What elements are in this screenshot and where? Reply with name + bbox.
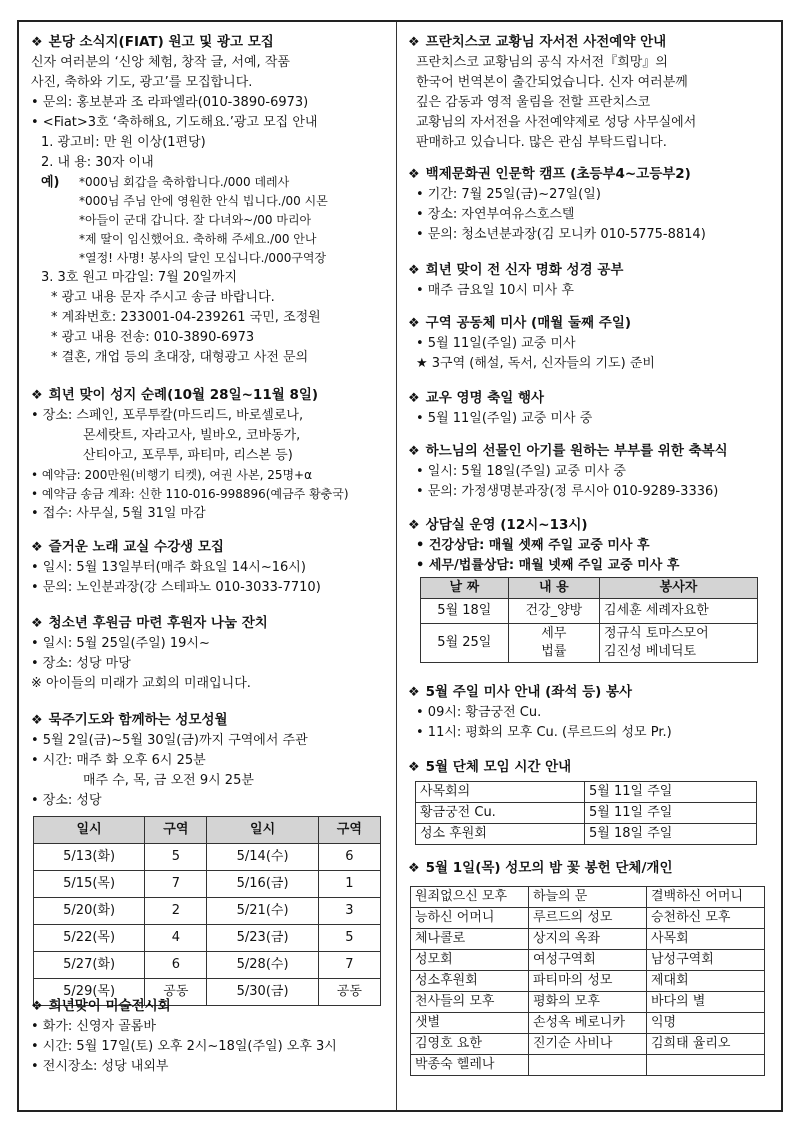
rosary-place: • 장소: 성당: [31, 793, 102, 808]
rosary-time: • 시간: 매주 화 오후 6시 25분: [31, 753, 206, 768]
district-title: ❖ 구역 공동체 미사 (매월 둘째 주일): [408, 315, 632, 331]
seat-line: • 11시: 평화의 모후 Cu. (루르드의 성모 Pr.): [416, 725, 672, 740]
pope-body: 교황님의 자서전을 사전예약제로 성당 사무실에서: [416, 115, 697, 130]
table-cell: 공동: [318, 979, 380, 1006]
fiat-note: * 광고 내용 전송: 010-3890-6973: [51, 330, 255, 345]
fiat-note: * 광고 내용 문자 주시고 송금 바랍니다.: [51, 290, 275, 305]
table-cell: 4: [145, 925, 207, 952]
diamond-bullet-icon: ❖: [31, 35, 43, 50]
table-cell: 5/14(수): [207, 844, 318, 871]
table-cell: 바다의 별: [647, 992, 765, 1013]
diamond-bullet-icon: ❖: [408, 861, 420, 876]
blessing-title: ❖ 하느님의 선물인 아기를 원하는 부부를 위한 축복식: [408, 443, 728, 459]
table-cell: 사목회의: [416, 782, 585, 803]
counsel-tax: • 세무/법률상담: 매월 넷째 주일 교중 미사 후: [416, 558, 680, 573]
table-row: [421, 599, 758, 624]
table-cell: 샛별: [411, 1013, 529, 1034]
table-header: 구역: [318, 817, 380, 844]
pilgrimage-place: 산티아고, 포루투, 파티마, 리스본 등): [83, 448, 293, 463]
table-cell: 5월 25일: [421, 624, 509, 663]
table-cell: 5/13(화): [34, 844, 145, 871]
table-row: [411, 1013, 765, 1034]
pope-title: ❖ 프란치스코 교황님 자서전 사전예약 안내: [408, 34, 667, 50]
table-cell: 5/15(목): [34, 871, 145, 898]
table-cell: 6: [318, 844, 380, 871]
camp-contact: • 문의: 청소년분과장(김 모니카 010-5775-8814): [416, 227, 706, 242]
fiat-section: [31, 32, 395, 368]
youth-title: ❖ 청소년 후원금 마련 후원자 나눔 잔치: [31, 615, 268, 631]
diamond-bullet-icon: ❖: [408, 444, 420, 459]
table-cell: 익명: [647, 1013, 765, 1034]
pilgrimage-section: [31, 385, 395, 524]
pilgrimage-title: ❖ 희년 맞이 성지 순례(10월 28일~11월 8일): [31, 387, 319, 403]
table-cell: 여성구역회: [529, 950, 647, 971]
diamond-bullet-icon: ❖: [31, 999, 43, 1014]
table-cell: 김희태 율리오: [647, 1034, 765, 1055]
singing-date: • 일시: 5월 13일부터(매주 화요일 14시~16시): [31, 560, 306, 575]
table-cell: 박종숙 헬레나: [411, 1055, 529, 1076]
pilgrimage-place: • 장소: 스페인, 포루투칼(마드리드, 바로셀로나,: [31, 408, 304, 423]
diamond-bullet-icon: ❖: [408, 167, 420, 182]
fiat-contact: • 문의: 홍보분과 조 라파엘라(010-3890-6973): [31, 95, 309, 110]
diamond-bullet-icon: ❖: [408, 518, 420, 533]
table-cell: 5월 18일: [421, 599, 509, 624]
table-row: [34, 925, 381, 952]
table-row: [416, 782, 757, 803]
table-row: [411, 950, 765, 971]
blessing-contact: • 문의: 가정생명분과장(정 루시아 010-9289-3336): [416, 484, 719, 499]
singing-title: ❖ 즐거운 노래 교실 수강생 모집: [31, 539, 224, 555]
table-cell: 김영호 요한: [411, 1034, 529, 1055]
pope-body: 판매하고 있습니다. 많은 관심 부탁드립니다.: [416, 135, 667, 150]
seat-section: [408, 682, 781, 743]
diamond-bullet-icon: ❖: [408, 685, 420, 700]
column-divider: [396, 22, 397, 1110]
table-cell: 하늘의 문: [529, 887, 647, 908]
table-cell: 6: [145, 952, 207, 979]
fiat-content: 2. 내 용: 30자 이내: [41, 155, 154, 170]
table-cell: [508, 624, 599, 663]
table-cell: 성소 후원회: [416, 824, 585, 845]
bible-section: [408, 260, 781, 301]
table-row: [411, 971, 765, 992]
table-header: 봉사자: [600, 578, 758, 599]
blessing-section: [408, 441, 781, 502]
table-row: [411, 1034, 765, 1055]
fiat-body: 사진, 축하와 기도, 광고’를 모집합니다.: [31, 75, 253, 90]
feast-title: ❖ 교우 영명 축일 행사: [408, 390, 545, 406]
camp-period: • 기간: 7월 25일(금)~27일(일): [416, 187, 601, 202]
table-cell: 루르드의 성모: [529, 908, 647, 929]
table-cell: 5/23(금): [207, 925, 318, 952]
table-cell: 5/27(화): [34, 952, 145, 979]
seat-line: • 09시: 황금궁전 Cu.: [416, 705, 542, 720]
table-cell: 원죄없으신 모후: [411, 887, 529, 908]
table-row: [34, 871, 381, 898]
table-cell: 황금궁전 Cu.: [416, 803, 585, 824]
table-cell: 성소후원회: [411, 971, 529, 992]
table-cell: 5/30(금): [207, 979, 318, 1006]
table-row: [421, 624, 758, 663]
counsel-volunteer: 정규식 토마스모어: [604, 626, 709, 641]
table-row: [34, 952, 381, 979]
table-cell: 남성구역회: [647, 950, 765, 971]
example-line: *000님 회갑을 축하합니다./000 데레사: [79, 175, 290, 189]
flowers-table: [410, 886, 765, 1076]
table-row: [411, 908, 765, 929]
diamond-bullet-icon: ❖: [31, 540, 43, 555]
rosary-period: • 5월 2일(금)~5월 30일(금)까지 구역에서 주관: [31, 733, 308, 748]
bulletin-page: [17, 20, 783, 1112]
singing-section: [31, 537, 395, 598]
camp-section: [408, 164, 781, 245]
diamond-bullet-icon: ❖: [31, 713, 43, 728]
youth-section: [31, 613, 395, 694]
groups-table: [415, 781, 757, 845]
example-line: *아들이 군대 갑니다. 잘 다녀와~/00 마리아: [79, 213, 312, 227]
blessing-date: • 일시: 5월 18일(주일) 교중 미사 중: [416, 464, 626, 479]
rosary-schedule-table: [33, 816, 381, 1006]
example-line: *열정! 사명! 봉사의 달인 모십니다./000구역장: [79, 251, 327, 265]
counsel-title: ❖ 상담실 운영 (12시~13시): [408, 517, 588, 533]
counsel-content: 세무: [541, 626, 567, 641]
feast-line: • 5월 11일(주일) 교중 미사 중: [416, 411, 593, 426]
pilgrimage-account: • 예약금 송금 계좌: 신한 110-016-998896(예금주 황충국): [31, 487, 349, 501]
bible-line: • 매주 금요일 10시 미사 후: [416, 283, 574, 298]
table-header-row: [421, 578, 758, 599]
art-section: [31, 996, 395, 1077]
pilgrimage-place: 몬세랏트, 자라고사, 빌바오, 코바동가,: [83, 428, 301, 443]
counsel-content: 법률: [541, 644, 567, 659]
flowers-section: [408, 858, 781, 879]
table-cell: [529, 1055, 647, 1076]
table-row: [411, 992, 765, 1013]
singing-contact: • 문의: 노인분과장(강 스테파노 010-3033-7710): [31, 580, 321, 595]
table-row: [411, 929, 765, 950]
fiat-deadline: 3. 3호 원고 마감일: 7월 20일까지: [41, 270, 238, 285]
table-cell: 능하신 어머니: [411, 908, 529, 929]
diamond-bullet-icon: ❖: [408, 35, 420, 50]
diamond-bullet-icon: ❖: [408, 760, 420, 775]
art-time: • 시간: 5월 17일(토) 오후 2시~18일(주일) 오후 3시: [31, 1039, 337, 1054]
feast-section: [408, 388, 781, 429]
table-cell: 손성옥 베로니카: [529, 1013, 647, 1034]
table-header: 구역: [145, 817, 207, 844]
district-line: • 5월 11일(주일) 교중 미사: [416, 336, 576, 351]
example-label: 예): [41, 175, 60, 190]
rosary-section: [31, 710, 395, 811]
table-cell: 천사들의 모후: [411, 992, 529, 1013]
youth-place: • 장소: 성당 마당: [31, 656, 131, 671]
table-cell: 사목회: [647, 929, 765, 950]
table-cell: 진기순 사비나: [529, 1034, 647, 1055]
rosary-time: 매주 수, 목, 금 오전 9시 25분: [83, 773, 254, 788]
table-cell: 공동: [145, 979, 207, 1006]
table-cell: 5/29(목): [34, 979, 145, 1006]
diamond-bullet-icon: ❖: [408, 391, 420, 406]
table-row: [416, 824, 757, 845]
table-row: [34, 898, 381, 925]
pope-section: [408, 32, 781, 153]
table-header: 날 짜: [421, 578, 509, 599]
art-place: • 전시장소: 성당 내외부: [31, 1059, 169, 1074]
table-cell: 5/20(화): [34, 898, 145, 925]
fiat-title: ❖ 본당 소식지(FIAT) 원고 및 광고 모집: [31, 34, 274, 50]
counsel-volunteer: 김진성 베네딕토: [604, 644, 697, 659]
table-row: [34, 844, 381, 871]
district-section: [408, 313, 781, 374]
fiat-body: 신자 여러분의 ‘신앙 체험, 창작 글, 서예, 작품: [31, 55, 290, 70]
example-line: *제 딸이 임신했어요. 축하해 주세요./00 안나: [79, 232, 317, 246]
table-cell: 3: [318, 898, 380, 925]
table-cell: 상지의 옥좌: [529, 929, 647, 950]
fiat-ad-heading: • <Fiat>3호 ‘축하해요, 기도해요.’광고 모집 안내: [31, 115, 318, 130]
camp-place: • 장소: 자연부여유스호스텔: [416, 207, 575, 222]
example-line: *000님 주님 안에 영원한 안식 빕니다./00 시몬: [79, 194, 328, 208]
diamond-bullet-icon: ❖: [31, 388, 43, 403]
district-line: ★ 3구역 (해설, 독서, 신자들의 기도) 준비: [416, 356, 655, 371]
pilgrimage-deposit: • 예약금: 200만원(비행기 티켓), 여권 사본, 25명+α: [31, 468, 313, 482]
diamond-bullet-icon: ❖: [408, 316, 420, 331]
table-cell: 승천하신 모후: [647, 908, 765, 929]
flowers-title: ❖ 5월 1일(목) 성모의 밤 꽃 봉헌 단체/개인: [408, 860, 673, 876]
table-cell: 7: [145, 871, 207, 898]
camp-title: ❖ 백제문화권 인문학 캠프 (초등부4~고등부2): [408, 166, 691, 182]
pilgrimage-apply: • 접수: 사무실, 5월 31일 마감: [31, 506, 206, 521]
table-cell: 5월 11일 주일: [585, 782, 757, 803]
diamond-bullet-icon: ❖: [31, 616, 43, 631]
table-row: [416, 803, 757, 824]
table-cell: 체나콜로: [411, 929, 529, 950]
table-header: 일시: [34, 817, 145, 844]
table-row: [411, 887, 765, 908]
table-cell: 5/16(금): [207, 871, 318, 898]
table-cell: 5: [145, 844, 207, 871]
seat-title: ❖ 5월 주일 미사 안내 (좌석 등) 봉사: [408, 684, 633, 700]
youth-note: ※ 아이들의 미래가 교회의 미래입니다.: [31, 676, 251, 691]
table-cell: 7: [318, 952, 380, 979]
pope-body: 깊은 감동과 영적 울림을 전할 프란치스코: [416, 95, 651, 110]
table-cell: 5: [318, 925, 380, 952]
counsel-section: [408, 515, 781, 576]
table-cell: 결백하신 어머니: [647, 887, 765, 908]
groups-section: [408, 757, 781, 778]
table-cell: 5/21(수): [207, 898, 318, 925]
table-cell: 김세훈 세례자요한: [600, 599, 758, 624]
table-cell: 5월 18일 주일: [585, 824, 757, 845]
fiat-note: * 계좌번호: 233001-04-239261 국민, 조정원: [51, 310, 321, 325]
counsel-table: [420, 577, 758, 663]
table-cell: [600, 624, 758, 663]
table-cell: 파티마의 성모: [529, 971, 647, 992]
pope-body: 한국어 번역본이 출간되었습니다. 신자 여러분께: [416, 75, 688, 90]
table-cell: 1: [318, 871, 380, 898]
fiat-fee: 1. 광고비: 만 원 이상(1편당): [41, 135, 206, 150]
table-header: 내 용: [508, 578, 599, 599]
groups-title: ❖ 5월 단체 모임 시간 안내: [408, 759, 572, 775]
table-cell: 5/28(수): [207, 952, 318, 979]
table-header: 일시: [207, 817, 318, 844]
counsel-health: • 건강상담: 매월 셋째 주일 교중 미사 후: [416, 538, 650, 553]
pope-body: 프란치스코 교황님의 공식 자서전『희망』의: [416, 55, 668, 70]
table-cell: 제대회: [647, 971, 765, 992]
art-title: ❖ 희년맞이 미술전시회: [31, 998, 171, 1014]
table-row: [411, 1055, 765, 1076]
table-cell: 성모회: [411, 950, 529, 971]
youth-date: • 일시: 5월 25일(주일) 19시~: [31, 636, 210, 651]
fiat-note: * 결혼, 개업 등의 초대장, 대형광고 사전 문의: [51, 350, 309, 365]
bible-title: ❖ 희년 맞이 전 신자 명화 성경 공부: [408, 262, 624, 278]
table-cell: 5월 11일 주일: [585, 803, 757, 824]
table-header-row: [34, 817, 381, 844]
rosary-title: ❖ 묵주기도와 함께하는 성모성월: [31, 712, 228, 728]
table-cell: 2: [145, 898, 207, 925]
table-cell: 5/22(목): [34, 925, 145, 952]
table-cell: 건강_양방: [508, 599, 599, 624]
diamond-bullet-icon: ❖: [408, 263, 420, 278]
art-artist: • 화가: 신영자 골롬바: [31, 1019, 156, 1034]
table-cell: 평화의 모후: [529, 992, 647, 1013]
table-cell: [647, 1055, 765, 1076]
